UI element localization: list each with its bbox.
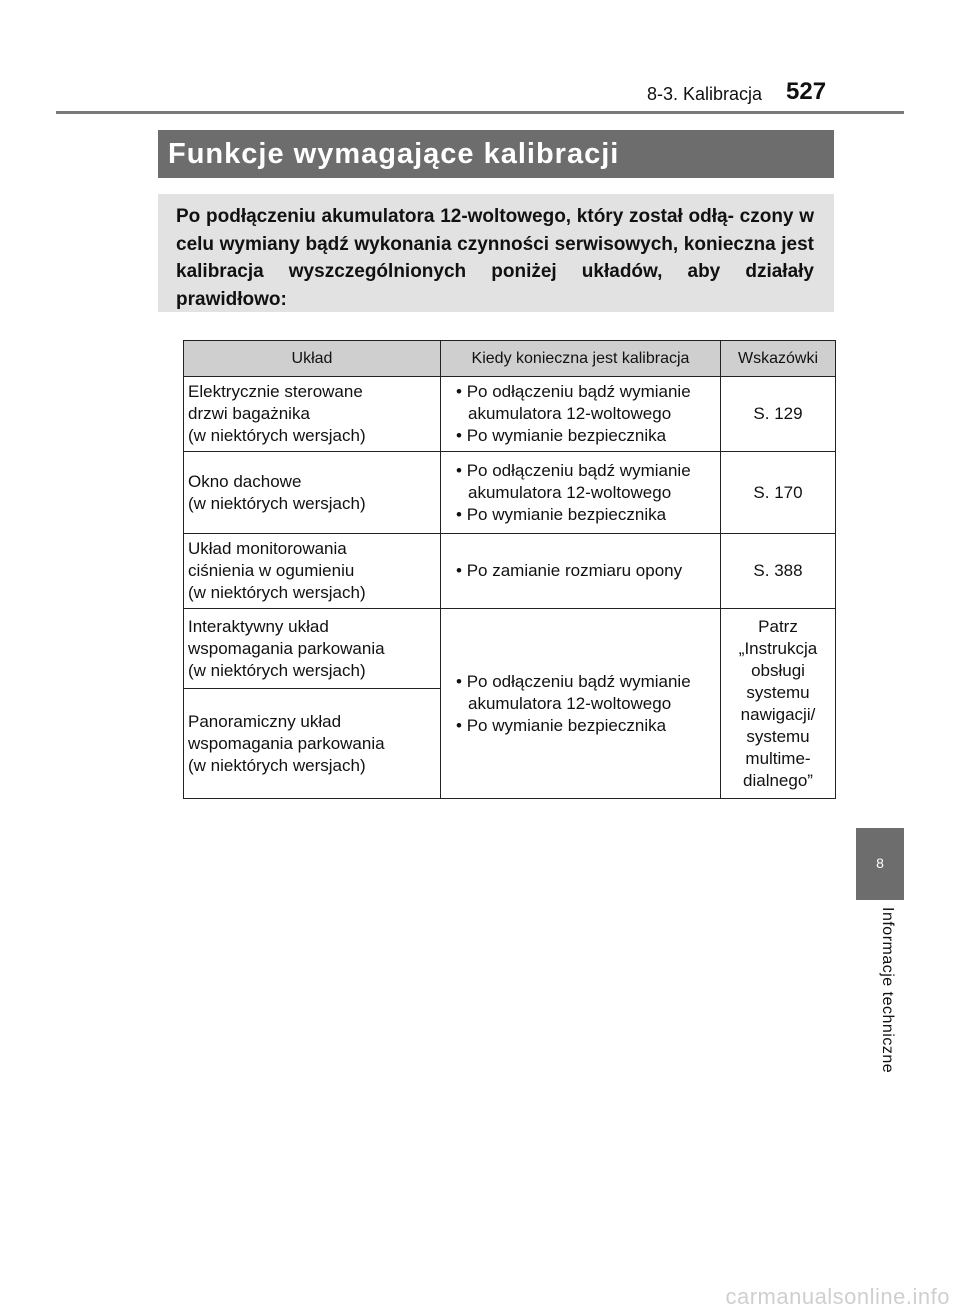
- system-line: Panoramiczny układ: [188, 711, 342, 731]
- when-cell: [441, 377, 721, 452]
- system-line: Okno dachowe: [188, 471, 302, 491]
- system-line: Układ monitorowania: [188, 539, 347, 558]
- system-line: Elektrycznie sterowane: [188, 382, 363, 401]
- header-rule: [56, 111, 904, 114]
- hint-cell: S. 129: [721, 377, 836, 452]
- system-line: (w niektórych wersjach): [188, 660, 366, 680]
- chapter-tab: 8: [856, 828, 904, 900]
- watermark: carmanualsonline.info: [725, 1284, 950, 1309]
- when-cell: [441, 452, 721, 534]
- column-header-hint: Wskazówki: [721, 341, 836, 377]
- system-line: (w niektórych wersjach): [188, 583, 366, 602]
- column-header-when: Kiedy konieczna jest kalibracja: [441, 341, 721, 377]
- when-cell: [441, 534, 721, 609]
- when-bullet: • Po wymianie bezpiecznika: [447, 504, 714, 526]
- table-row: [184, 377, 836, 452]
- system-line: ciśnienia w ogumieniu: [188, 561, 355, 580]
- calibration-table: [183, 340, 836, 799]
- hint-cell: Patrz „Instrukcja obsługi systemu nawigacji/ systemu multime- dialnego”: [721, 609, 836, 799]
- header-section-title: 8-3. Kalibracja: [646, 84, 762, 104]
- when-bullet: • Po odłączeniu bądź wymianie akumulatora 12-woltowego: [447, 671, 714, 715]
- system-cell: [184, 534, 441, 609]
- system-cell: [184, 452, 441, 534]
- system-line: (w niektórych wersjach): [188, 755, 366, 775]
- when-bullet: • Po zamianie rozmiaru opony: [447, 560, 714, 582]
- column-header-system: Układ: [184, 341, 441, 377]
- when-cell: [441, 609, 721, 799]
- system-cell: [184, 377, 441, 452]
- hint-cell: S. 170: [721, 452, 836, 534]
- system-cell: [184, 609, 441, 689]
- table-row: [184, 534, 836, 609]
- system-cell: [184, 689, 441, 799]
- system-line: (w niektórych wersjach): [188, 493, 366, 513]
- chapter-label: Informacje techniczne: [879, 907, 896, 1074]
- system-line: drzwi bagażnika: [188, 404, 310, 423]
- when-bullet: • Po odłączeniu bądź wymianie akumulatora 12-woltowego: [447, 381, 714, 425]
- system-line: wspomagania parkowania: [188, 638, 385, 658]
- when-bullet: • Po wymianie bezpiecznika: [447, 425, 714, 447]
- intro-paragraph: Po podłączeniu akumulatora 12-woltowego, który został odłą- czony w celu wymiany bądź wykonania czynności serwisowych, konieczna jest kalibracja wyszczególnionych poniżej układów, aby działały prawidłowo:: [158, 194, 834, 312]
- when-bullet: • Po wymianie bezpiecznika: [447, 715, 714, 737]
- system-line: wspomagania parkowania: [188, 733, 385, 753]
- page-title: Funkcje wymagające kalibracji: [158, 130, 834, 178]
- table-row: [184, 452, 836, 534]
- when-bullet: • Po odłączeniu bądź wymianie akumulatora 12-woltowego: [447, 460, 714, 504]
- system-line: Interaktywny układ: [188, 616, 329, 636]
- page-number: 527: [786, 78, 827, 105]
- system-line: (w niektórych wersjach): [188, 426, 366, 445]
- table-row: [184, 609, 836, 689]
- hint-cell: S. 388: [721, 534, 836, 609]
- table-header-row: [184, 341, 836, 377]
